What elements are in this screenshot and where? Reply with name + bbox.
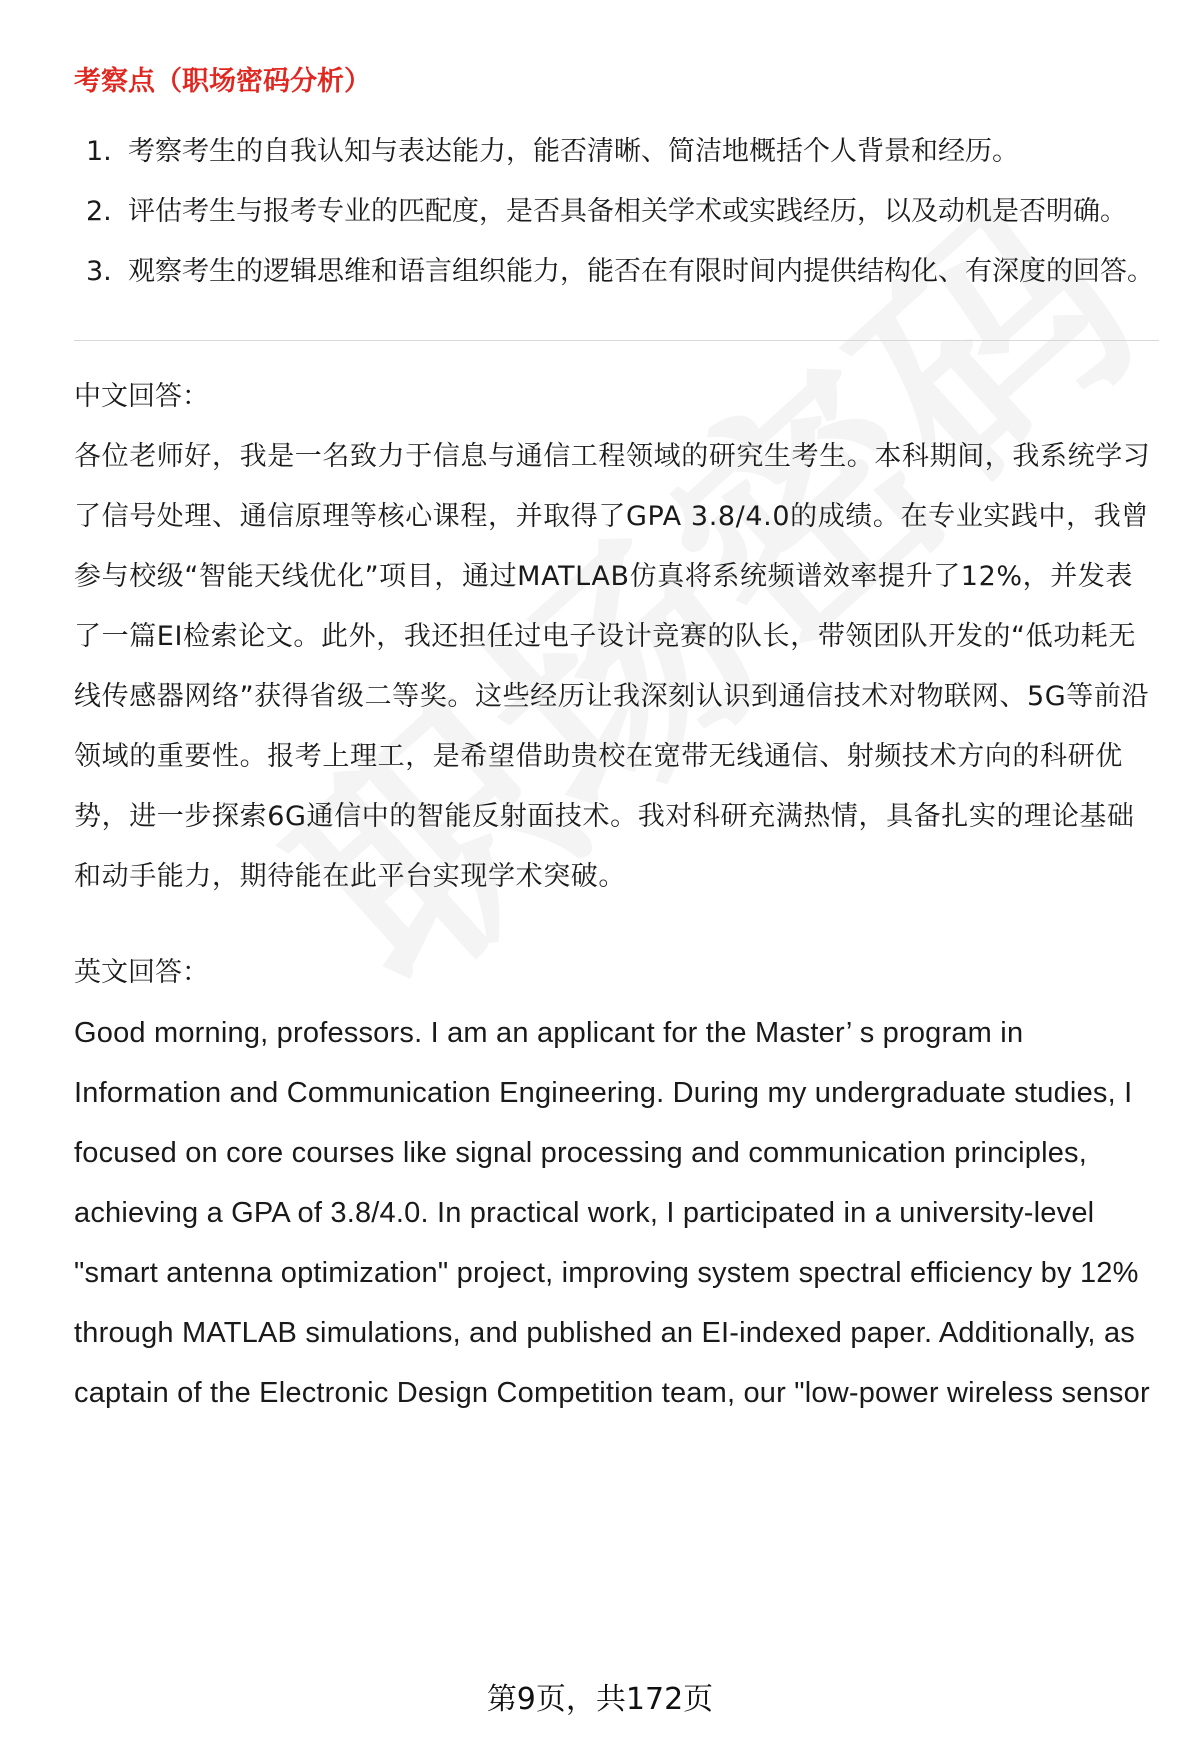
list-item-text: 评估考生与报考专业的匹配度，是否具备相关学术或实践经历，以及动机是否明确。 [128,196,1127,227]
divider [74,340,1159,341]
chinese-answer-text: 各位老师好，我是一名致力于信息与通信工程领域的研究生考生。本科期间，我系统学习了信号处理、通信原理等核心课程，并取得了GPA 3.8/4.0的成绩。在专业实践中，我曾参与校级“智能天线优化”项目，通过MATLAB仿真将系统频谱效率提升了12%，并发表了一篇EI检索论文。此外，我还担任过电子设计竞赛的队长，带领团队开发的“低功耗无线传感器网络”获得省级二等奖。这些经历让我深刻认识到通信技术对物联网、5G等前沿领域的重要性。报考上理工，是希望借助贵校在宽带无线通信、射频技术方向的科研优势，进一步探索6G通信中的智能反射面技术。我对科研充满热情，具备扎实的理论基础和动手能力，期待能在此平台实现学术突破。 [74,441,1151,892]
list-item-number: 1. [86,136,112,167]
english-answer-label: 英文回答： [74,957,209,988]
chinese-answer-label: 中文回答： [74,381,209,412]
list-item-text: 考察考生的自我认知与表达能力，能否清晰、简洁地概括个人背景和经历。 [128,136,1019,167]
section-title: 考察点（职场密码分析） [74,66,371,97]
list-item-number: 3. [86,256,112,287]
page-content [74,52,1159,1423]
list-item [74,242,1159,302]
english-answer-text: Good morning, professors. I am an applicant for the Master’ s program in Information and Communication Engineering. During my undergraduate studies, I focused on core courses like signal processing and communication principles, achieving a GPA of 3.8/4.0. In practical work, I participated in a university-level "smart antenna optimization" project, improving system spectral efficiency by 12% through MATLAB simulations, and published an EI-indexed paper. Additionally, as captain of the Electronic Design Competition team, our "low-power wireless sensor [74,1017,1150,1409]
checkpoint-list [74,122,1159,302]
list-item-text: 观察考生的逻辑思维和语言组织能力，能否在有限时间内提供结构化、有深度的回答。 [128,256,1154,287]
list-item-number: 2. [86,196,112,227]
list-item [74,122,1159,182]
list-item [74,182,1159,242]
page-number: 第9页，共172页 [486,1682,714,1717]
